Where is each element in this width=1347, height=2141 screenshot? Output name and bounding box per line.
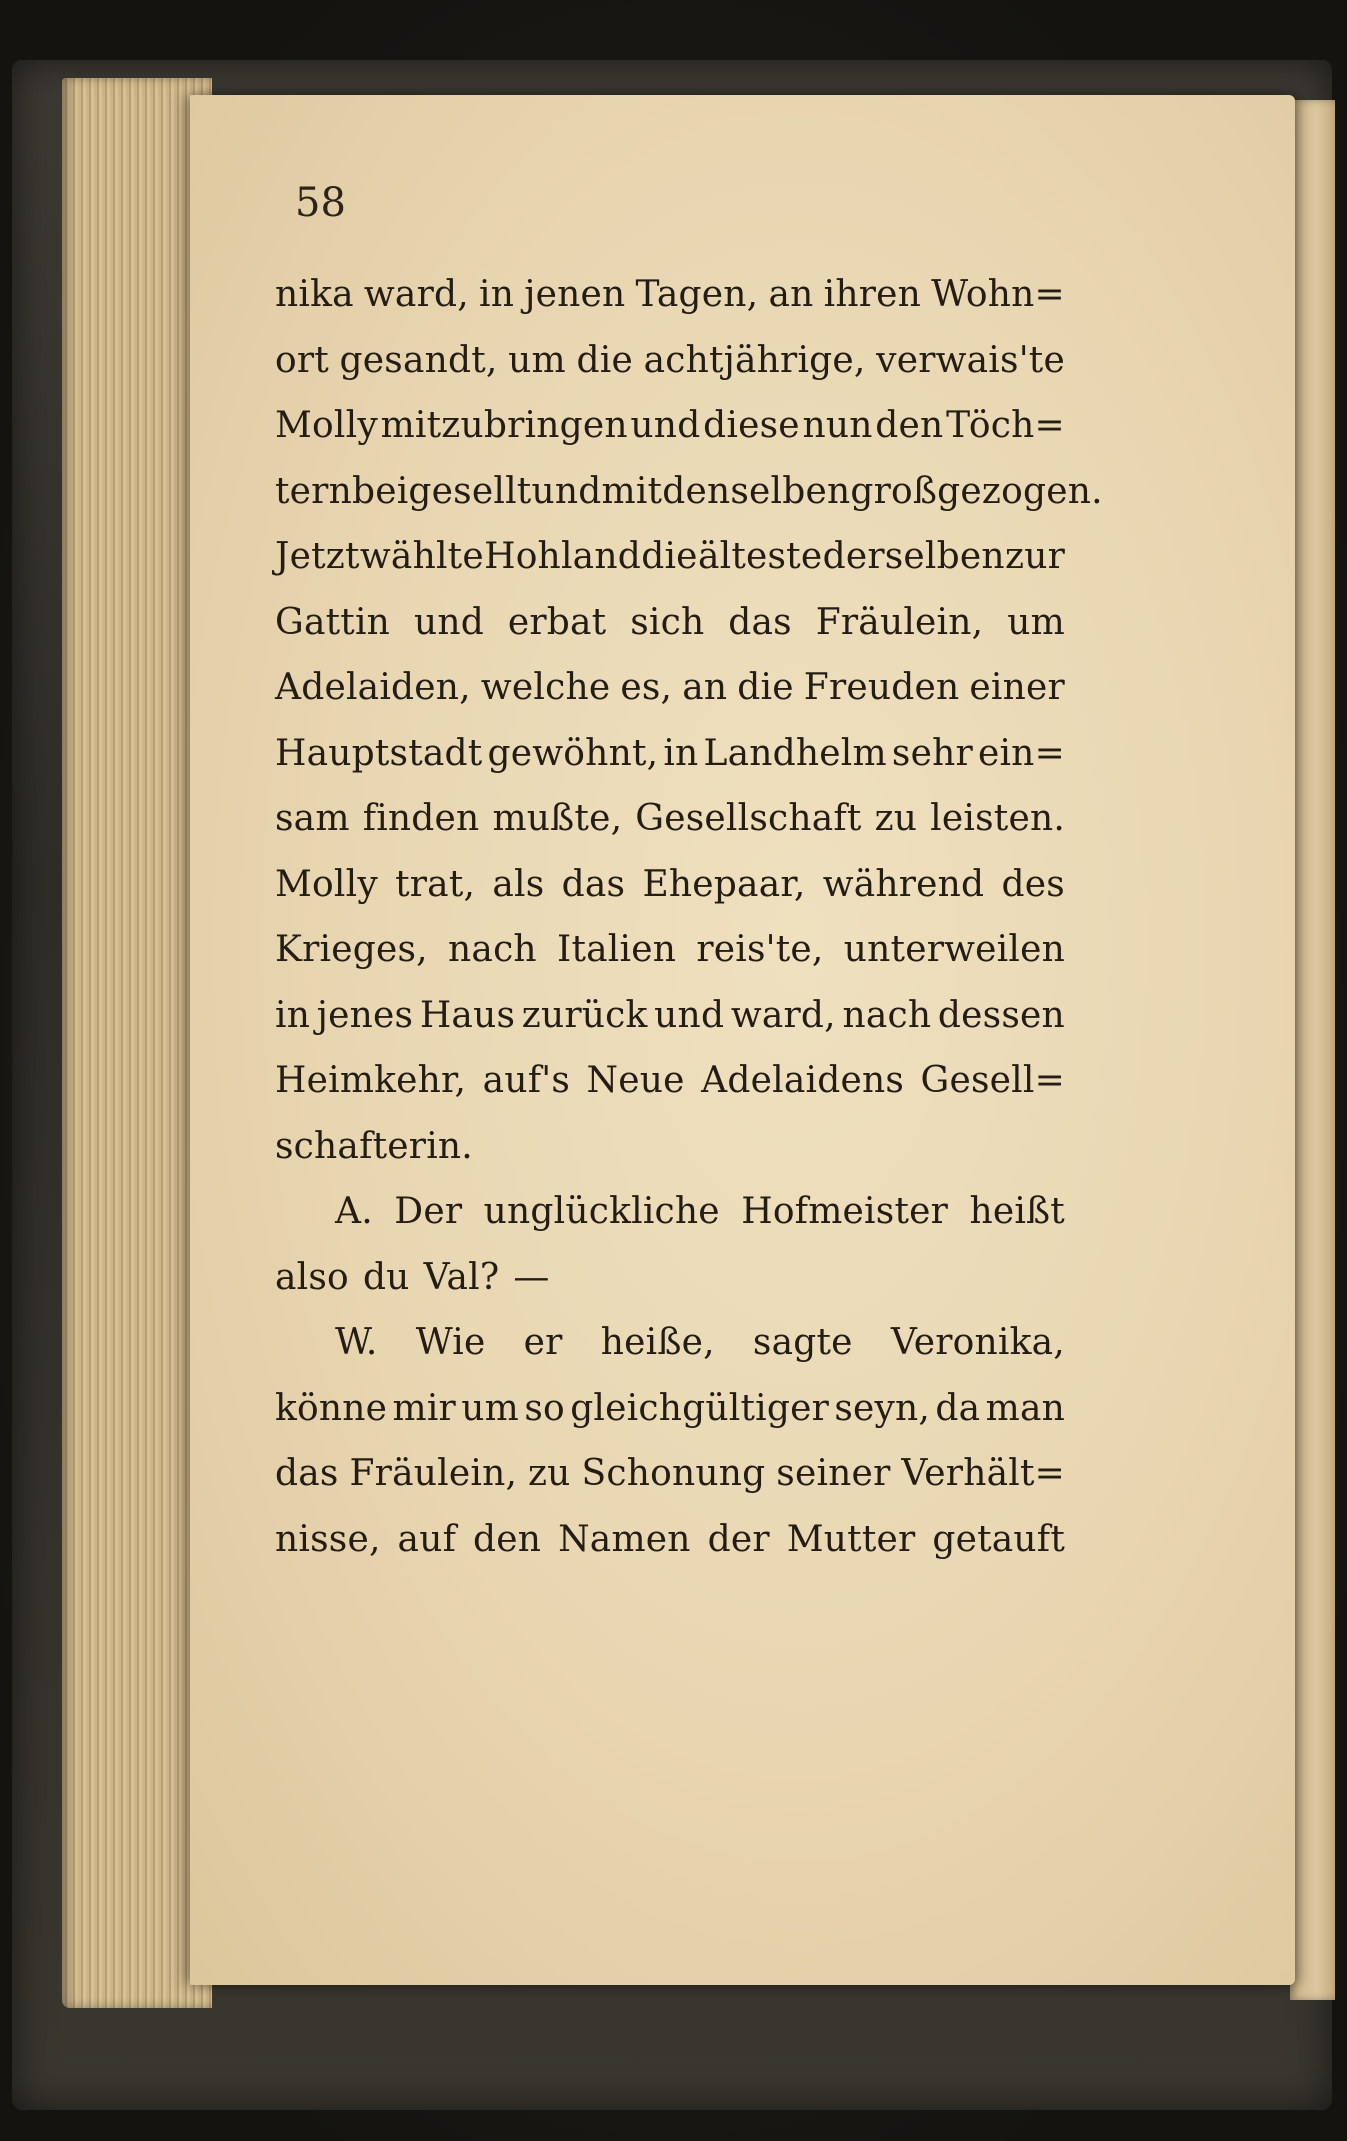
word: Freuden xyxy=(803,667,960,708)
text-line xyxy=(275,852,1065,918)
word: diese xyxy=(703,405,800,446)
word: welche xyxy=(480,667,611,708)
word: trat, xyxy=(395,863,476,905)
word: nun xyxy=(802,405,873,446)
word: — xyxy=(513,1256,550,1298)
word: also xyxy=(275,1256,349,1298)
word: die xyxy=(641,536,698,577)
word: unglückliche xyxy=(483,1191,720,1232)
word: Jetzt xyxy=(275,536,360,577)
word: gewöhnt, xyxy=(487,732,659,774)
word: reis'te, xyxy=(696,929,824,970)
word: tern xyxy=(275,470,352,512)
word: ward, xyxy=(730,994,836,1036)
word: das xyxy=(561,863,626,905)
word: zurück xyxy=(521,994,648,1036)
word: beigesellt xyxy=(351,470,532,512)
text-line xyxy=(275,262,1065,328)
word: den xyxy=(875,405,944,446)
word: gesandt, xyxy=(339,339,498,381)
word: erbat xyxy=(507,601,607,643)
word: mußte, xyxy=(492,798,623,839)
word: und xyxy=(630,405,701,446)
word: in xyxy=(478,274,515,315)
word: finden xyxy=(362,798,480,839)
word: und xyxy=(654,994,725,1036)
word: sehr xyxy=(891,732,973,774)
word: einer xyxy=(969,667,1065,708)
word: Haus xyxy=(419,994,516,1036)
word: seiner xyxy=(776,1453,891,1494)
word: das xyxy=(275,1453,339,1494)
word: jenes xyxy=(316,994,414,1036)
word: Krieges, xyxy=(275,929,428,970)
word: heiße, xyxy=(600,1322,715,1363)
word: sich xyxy=(630,601,705,643)
text-line xyxy=(275,1507,1065,1573)
word: da xyxy=(935,1387,981,1429)
word: getauft xyxy=(932,1518,1065,1560)
word: ihren xyxy=(823,274,922,315)
word: Adelaiden, xyxy=(275,667,471,708)
word: Landhelm xyxy=(703,732,887,774)
word: mir xyxy=(392,1387,456,1429)
word: derselben xyxy=(822,536,1005,577)
word: Töch= xyxy=(946,405,1065,446)
text-line xyxy=(275,917,1065,983)
word: nisse, xyxy=(275,1518,381,1560)
word: Gesellschaft xyxy=(635,798,862,839)
word: als xyxy=(492,863,545,905)
word: an xyxy=(682,667,728,708)
text-line xyxy=(275,524,1065,590)
word: in xyxy=(275,994,311,1036)
word: Italien xyxy=(557,929,677,970)
word: Heimkehr, xyxy=(275,1060,467,1101)
word: um xyxy=(461,1387,519,1429)
page-text xyxy=(275,262,1103,1572)
word: Wohn= xyxy=(931,274,1065,315)
word: nika xyxy=(275,274,354,315)
word: Veronika, xyxy=(890,1322,1065,1363)
text-line xyxy=(275,590,1065,656)
text-line xyxy=(275,1114,1065,1180)
word: nach xyxy=(448,929,537,970)
word: gezogen. xyxy=(937,470,1103,512)
word: man xyxy=(985,1387,1065,1429)
word: unterweilen xyxy=(843,929,1065,970)
word: die xyxy=(576,339,633,381)
word: W. xyxy=(335,1322,378,1363)
text-line xyxy=(275,655,1065,721)
word: Hofmeister xyxy=(741,1191,949,1232)
word: Fräulein, xyxy=(349,1453,518,1494)
text-line xyxy=(275,1376,1065,1442)
word: du xyxy=(362,1256,410,1298)
word: so xyxy=(524,1387,565,1429)
text-line xyxy=(275,393,1065,459)
word: sam xyxy=(275,798,350,839)
word: und xyxy=(531,470,602,512)
word: auf xyxy=(397,1518,457,1560)
word: Neue xyxy=(586,1060,685,1101)
word: zu xyxy=(528,1453,571,1494)
word: zur xyxy=(1005,536,1065,577)
word: mit xyxy=(601,470,663,512)
word: der xyxy=(707,1518,770,1560)
word: schafterin. xyxy=(275,1125,473,1167)
word: während xyxy=(822,863,985,905)
text-line xyxy=(275,1441,1065,1507)
word: und xyxy=(413,601,484,643)
word: Tagen, xyxy=(635,274,759,315)
word: in xyxy=(663,732,699,774)
word: Wie xyxy=(415,1322,486,1363)
word: die xyxy=(737,667,794,708)
word: Gesell= xyxy=(920,1060,1065,1101)
word: gleichgültiger xyxy=(570,1387,829,1429)
word: könne xyxy=(275,1387,388,1429)
word: Verhält= xyxy=(901,1453,1065,1494)
word: Hohland xyxy=(484,536,641,577)
text-line xyxy=(275,786,1065,852)
word: zu xyxy=(874,798,918,839)
text-line xyxy=(275,1310,1065,1376)
word: Val? xyxy=(423,1256,500,1298)
word: jenen xyxy=(524,274,626,315)
word: ort xyxy=(275,339,329,381)
word: älteste xyxy=(697,536,823,577)
word: leisten. xyxy=(930,798,1065,839)
word: denselben xyxy=(662,470,851,512)
word: den xyxy=(473,1518,542,1560)
word: nach xyxy=(842,994,932,1036)
word: um xyxy=(508,339,566,381)
word: verwais'te xyxy=(876,339,1065,381)
word: groß xyxy=(850,470,938,512)
word: Namen xyxy=(558,1518,691,1560)
word: ward, xyxy=(363,274,469,315)
word: Hauptstadt xyxy=(275,732,483,774)
word: Molly xyxy=(275,405,378,446)
word: sagte xyxy=(752,1322,853,1363)
word: auf's xyxy=(482,1060,571,1101)
word: Molly xyxy=(275,863,378,905)
text-line xyxy=(275,459,1103,525)
word: er xyxy=(523,1322,563,1363)
word: mitzubringen xyxy=(380,405,628,446)
text-line xyxy=(275,1048,1065,1114)
word: des xyxy=(1001,863,1065,905)
word: es, xyxy=(620,667,673,708)
word: dessen xyxy=(937,994,1065,1036)
word: das xyxy=(728,601,792,643)
word: Adelaidens xyxy=(701,1060,905,1101)
word: an xyxy=(768,274,814,315)
text-line xyxy=(275,983,1065,1049)
word: Fräulein, xyxy=(815,601,984,643)
word: um xyxy=(1007,601,1065,643)
word: Schonung xyxy=(581,1453,766,1494)
page-number: 58 xyxy=(295,180,346,226)
word: seyn, xyxy=(834,1387,931,1429)
text-line xyxy=(275,721,1065,787)
text-line xyxy=(275,1179,1065,1245)
word: Gattin xyxy=(275,601,391,643)
word: A. xyxy=(335,1191,373,1232)
word: heißt xyxy=(969,1191,1065,1232)
word: Mutter xyxy=(786,1518,916,1560)
word: wählte xyxy=(359,536,484,577)
next-page-edge xyxy=(1290,100,1335,2000)
word: Ehepaar, xyxy=(642,863,806,905)
word: ein= xyxy=(977,732,1065,774)
word: Der xyxy=(394,1191,463,1232)
word: achtjährige, xyxy=(643,339,866,381)
text-line xyxy=(275,328,1065,394)
text-line xyxy=(275,1245,1065,1311)
